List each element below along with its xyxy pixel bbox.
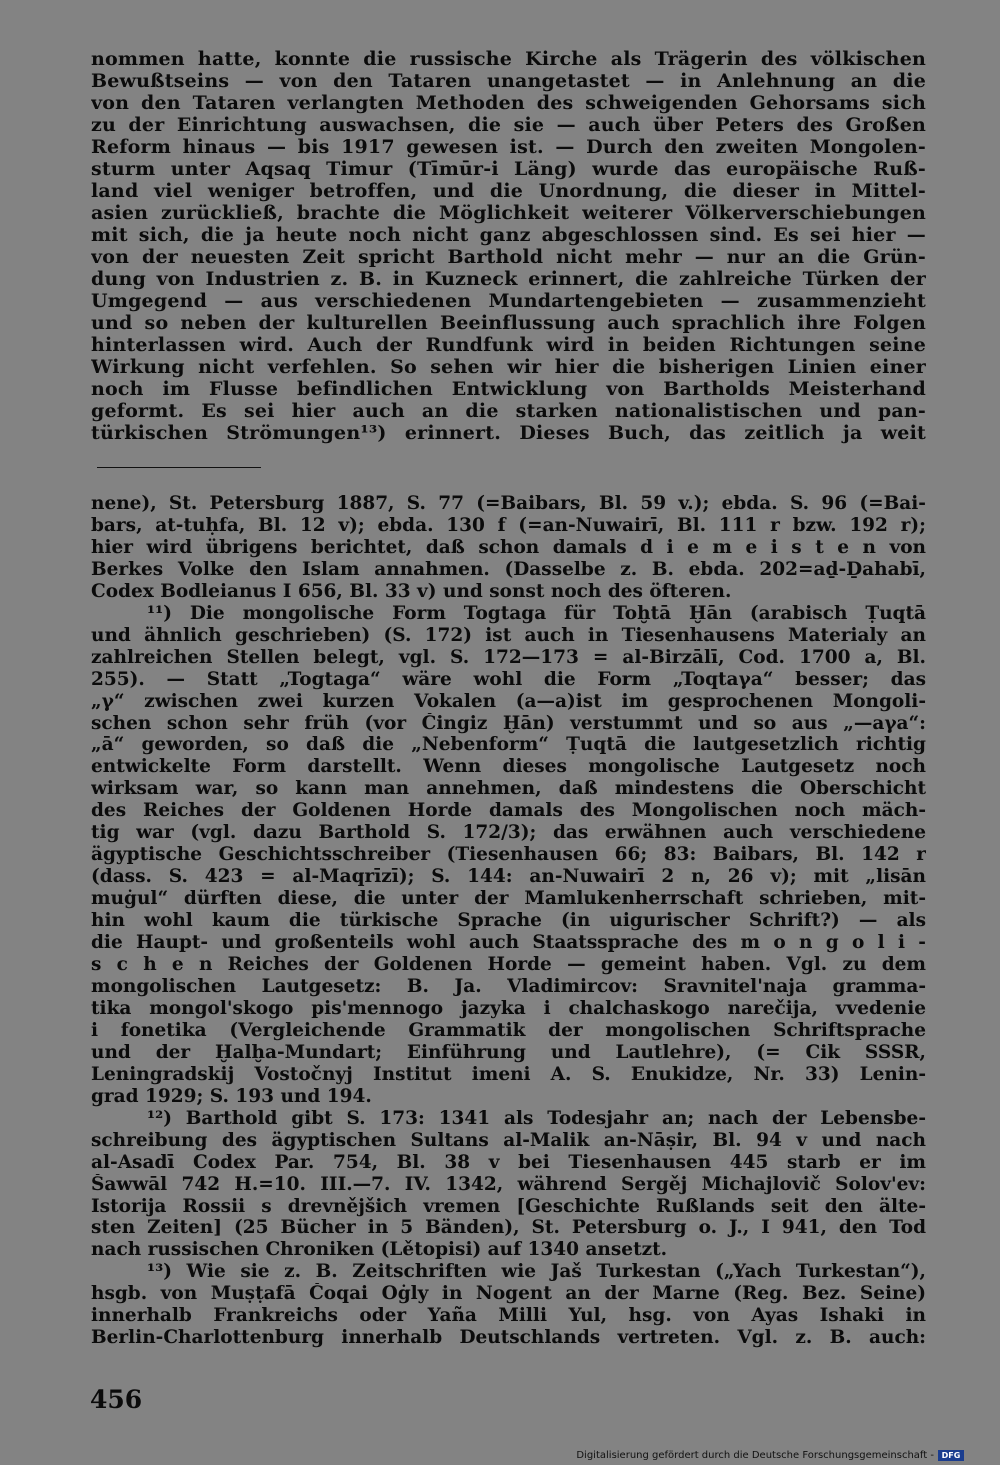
footnote-line: al-Asadī Codex Par. 754, Bl. 38 v bei Tiesenhausen 445 starb er im [91, 1151, 926, 1173]
footnote-line: Šawwāl 742 H.=10. III.—7. IV. 1342, während Sergěj Michajlovič Solov'ev: [91, 1173, 926, 1195]
main-text-line: von den Tataren verlangten Methoden des schweigenden Gehorsams sich [91, 92, 926, 114]
footnote-line: wirksam war, so kann man annehmen, daß mindestens die Oberschicht [91, 778, 926, 800]
footnote-line: „ā“ geworden, so daß die „Nebenform“ Ṭuqtā die lautgesetzlich richtig [91, 734, 926, 756]
main-text-line: hinterlassen wird. Auch der Rundfunk wird in beiden Richtungen seine [91, 334, 926, 356]
main-text-line: nommen hatte, konnte die russische Kirche als Trägerin des völkischen [91, 48, 926, 70]
main-text-line: türkischen Strömungen¹³) erinnert. Dieses Buch, das zeitlich ja weit [91, 422, 926, 444]
footnotes [91, 493, 926, 1349]
footnote-line: und der Ḫalḫa-Mundart; Einführung und Lautlehre), (= Cik SSSR, [91, 1041, 926, 1063]
main-text-line: noch im Flusse befindlichen Entwicklung von Bartholds Meisterhand [91, 378, 926, 400]
footnote-line: Codex Bodleianus I 656, Bl. 33 v) und sonst noch des öfteren. [91, 580, 732, 602]
digitization-credit-text: Digitalisierung gefördert durch die Deutsche Forschungsgemeinschaft - [576, 1449, 934, 1461]
footnote-line: grad 1929; S. 193 und 194. [91, 1085, 372, 1107]
footnote-line: tig war (vgl. dazu Barthold S. 172/3); das erwähnen auch verschiedene [91, 822, 926, 844]
footnote-line: Berlin-Charlottenburg innerhalb Deutschlands vertreten. Vgl. z. B. auch: [91, 1327, 926, 1349]
footnote-13-start: ¹³) Wie sie z. B. Zeitschriften wie Jaš Turkestan („Yach Turkestan“), [147, 1261, 926, 1283]
footnote-line: schen schon sehr früh (vor Čingiz Ḫān) verstummt und so aus „—aγa“: [91, 712, 926, 734]
footnote-line: innerhalb Frankreichs oder Yaña Milli Yul, hsg. von Ayas Ishaki in [91, 1305, 926, 1327]
footnote-line: hier wird übrigens berichtet, daß schon damals d i e m e i s t e n von [91, 536, 926, 558]
footnote-line: i fonetika (Vergleichende Grammatik der mongolischen Schriftsprache [91, 1019, 926, 1041]
main-text [91, 48, 926, 444]
footnote-line: Leningradskij Vostočnyj Institut imeni A. S. Enukidze, Nr. 33) Lenin- [91, 1063, 926, 1085]
main-text-line: von der neuesten Zeit spricht Barthold nicht mehr — nur an die Grün- [91, 246, 926, 268]
footnote-line: nene), St. Petersburg 1887, S. 77 (=Baibars, Bl. 59 v.); ebda. S. 96 (=Bai- [91, 493, 926, 514]
main-text-line: Umgegend — aus verschiedenen Mundartengebieten — zusammenzieht [91, 290, 926, 312]
footnote-line: und ähnlich geschrieben) (S. 172) ist auch in Tiesenhausens Materialy an [91, 624, 926, 646]
footnote-line: hsgb. von Muṣṭafā Čoqai Oġly in Nogent an der Marne (Reg. Bez. Seine) [91, 1283, 926, 1305]
footnote-line: Berkes Volke den Islam annahmen. (Dasselbe z. B. ebda. 202=aḏ-Ḏahabī, [91, 558, 926, 580]
footnote-line: (dass. S. 423 = al-Maqrīzī); S. 144: an-Nuwairī 2 n, 26 v); mit „lisān [91, 866, 926, 888]
main-text-line: dung von Industrien z. B. in Kuzneck erinnert, die zahlreiche Türken der [91, 268, 926, 290]
footnote-line: die Haupt- und großenteils wohl auch Staatssprache des m o n g o l i - [91, 932, 926, 954]
footnote-line: Istorija Rossii s drevnějšich vremen [Geschichte Rußlands seit den älte- [91, 1195, 926, 1217]
footnote-line: entwickelte Form darstellt. Wenn dieses mongolische Lautgesetz noch [91, 756, 926, 778]
footnote-line: mongolischen Lautgesetz: B. Ja. Vladimircov: Sravnitel'naja gramma- [91, 975, 926, 997]
footnote-11-start: ¹¹) Die mongolische Form Togtaga für Toḫtā Ḫān (arabisch Ṭuqtā [147, 602, 926, 624]
digitization-credit [576, 1448, 964, 1462]
page-number: 456 [90, 1385, 143, 1414]
footnote-line: des Reiches der Goldenen Horde damals des Mongolischen noch mäch- [91, 800, 926, 822]
footnote-line: „γ“ zwischen zwei kurzen Vokalen (a—a)ist im gesprochenen Mongoli- [91, 690, 926, 712]
footnote-separator [97, 467, 261, 468]
footnote-line: sten Zeiten] (25 Bücher in 5 Bänden), St. Petersburg o. J., I 941, den Tod [91, 1217, 926, 1239]
main-text-line: und so neben der kulturellen Beeinflussung auch sprachlich ihre Folgen [91, 312, 926, 334]
footnote-line: bars, at-tuḥfa, Bl. 12 v); ebda. 130 f (=an-Nuwairī, Bl. 111 r bzw. 192 r); [91, 514, 926, 536]
main-text-line: sturm unter Aqsaq Timur (Tīmūr-i Läng) wurde das europäische Ruß- [91, 158, 926, 180]
main-text-line: land viel weniger betroffen, und die Unordnung, die dieser in Mittel- [91, 180, 926, 202]
footnote-line: tika mongol'skogo pis'mennogo jazyka i chalchaskogo narečija, vvedenie [91, 997, 926, 1019]
dfg-logo-icon: DFG [938, 1450, 964, 1461]
footnote-line: zahlreichen Stellen belegt, vgl. S. 172—173 = al-Birzālī, Cod. 1700 a, Bl. [91, 646, 926, 668]
main-text-line: Wirkung nicht verfehlen. So sehen wir hier die bisherigen Linien einer [91, 356, 926, 378]
footnote-line: schreibung des ägyptischen Sultans al-Malik an-Nāṣir, Bl. 94 v und nach [91, 1129, 926, 1151]
footnote-12-start: ¹²) Barthold gibt S. 173: 1341 als Todesjahr an; nach der Lebensbe- [147, 1107, 926, 1129]
footnote-line: s c h e n Reiches der Goldenen Horde — gemeint haben. Vgl. zu dem [91, 954, 926, 976]
footnote-line: 255). — Statt „Togtaga“ wäre wohl die Form „Toqtaγa“ besser; das [91, 668, 926, 690]
main-text-line: Reform hinaus — bis 1917 gewesen ist. — Durch den zweiten Mongolen- [91, 136, 926, 158]
main-text-line: geformt. Es sei hier auch an die starken nationalistischen und pan- [91, 400, 926, 422]
footnote-line: muġul“ dürften diese, die unter der Mamlukenherrschaft schrieben, mit- [91, 888, 926, 910]
main-text-line: zu der Einrichtung auswachsen, die sie — auch über Peters des Großen [91, 114, 926, 136]
main-text-line: asien zurückließ, brachte die Möglichkeit weiterer Völkerverschiebungen [91, 202, 926, 224]
main-text-line: mit sich, die ja heute noch nicht ganz abgeschlossen sind. Es sei hier — [91, 224, 926, 246]
footnote-line: ägyptische Geschichtsschreiber (Tiesenhausen 66; 83: Baibars, Bl. 142 r [91, 844, 926, 866]
footnote-line: hin wohl kaum die türkische Sprache (in uigurischer Schrift?) — als [91, 910, 926, 932]
footnote-line: nach russischen Chroniken (Lětopisi) auf 1340 ansetzt. [91, 1239, 668, 1261]
main-text-line: Bewußtseins — von den Tataren unangetastet — in Anlehnung an die [91, 70, 926, 92]
